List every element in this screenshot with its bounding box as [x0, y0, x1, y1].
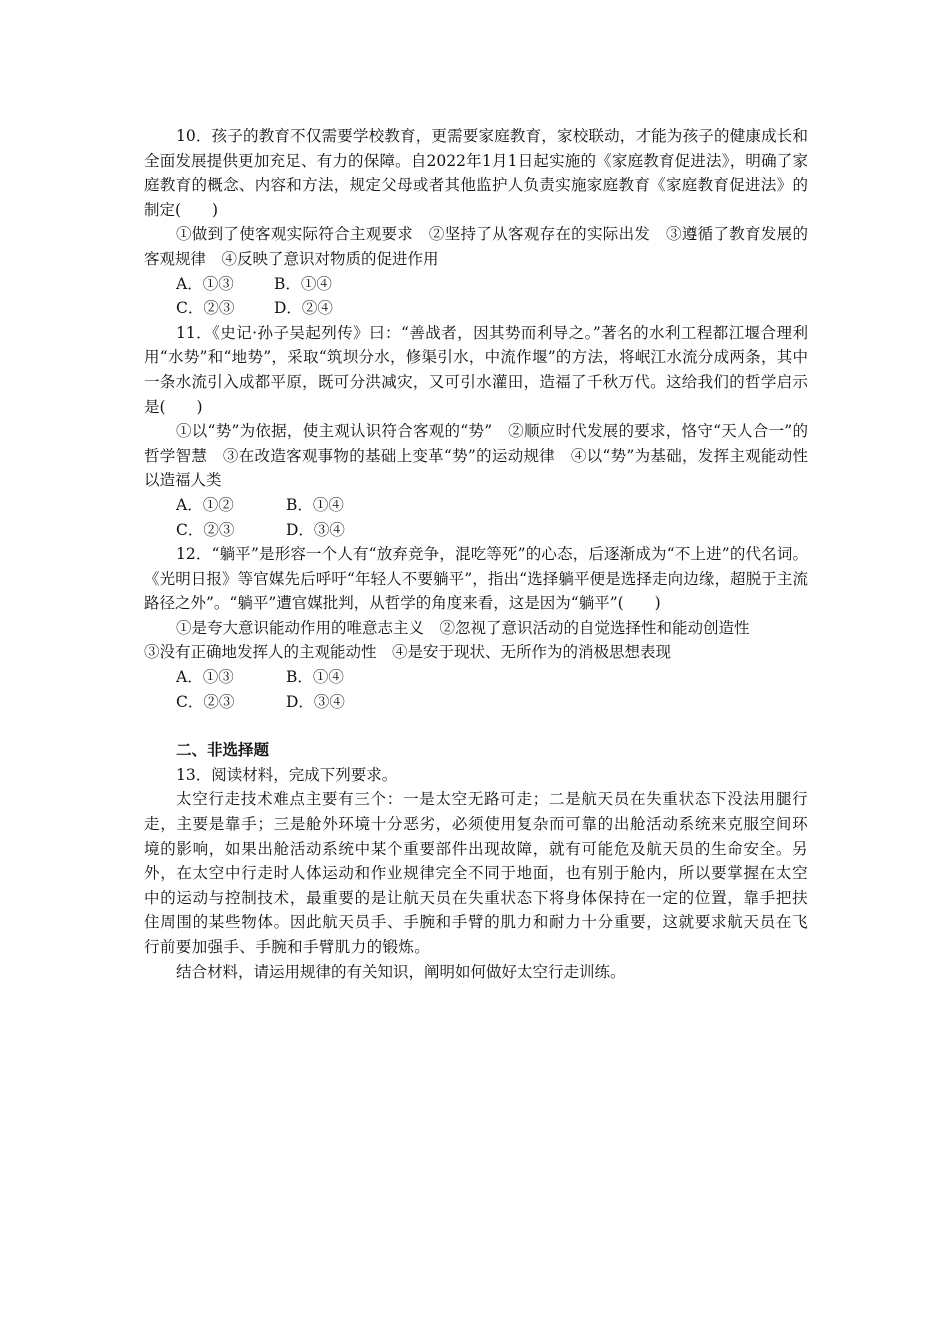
q11-stem: 11．《史记·孙子吴起列传》曰：“善战者，因其势而利导之。”著名的水利工程都江堰合理利用“水势”和“地势”，采取“筑坝分水，修渠引水，中流作堰”的方法，将岷江水流分成两条，其中一条水流引入成都平原，既可分洪减灾，又可引水灌田，造福了千秋万代。这给我们的哲学启示是( ) — [144, 323, 808, 416]
q12-option-b[interactable]: B．①④ — [286, 668, 344, 687]
q12-option-c[interactable]: C．②③ — [176, 692, 235, 711]
q11-option-c[interactable]: C．②③ — [176, 520, 235, 539]
q11-statements: ①以“势”为依据，使主观认识符合客观的“势” ②顺应时代发展的要求，恪守“天人合一”的哲学智慧 ③在改造客观事物的基础上变革“势”的运动规律 ④以“势”为基础，发挥主观能动性以造福人类 — [144, 422, 808, 490]
q12-options-row2 — [144, 690, 808, 715]
section-heading-non-choice: 二、非选择题 — [176, 740, 270, 760]
q10-option-c[interactable]: C．②③ — [176, 299, 235, 318]
q12-options-row1 — [144, 665, 808, 690]
q10-statements: ①做到了使客观实际符合主观要求 ②坚持了从客观存在的实际出发 ③遵循了教育发展的客观规律 ④反映了意识对物质的促进作用 — [144, 225, 808, 268]
q12-statements-line2: ③没有正确地发挥人的主观能动性 ④是安于现状、无所作为的消极思想表现 — [144, 643, 672, 662]
q13-intro: 13．阅读材料，完成下列要求。 — [176, 765, 398, 784]
q13-task: 结合材料，请运用规律的有关知识，阐明如何做好太空行走训练。 — [176, 962, 626, 981]
q10-option-a[interactable]: A．①③ — [176, 274, 234, 293]
q10-options-row1 — [144, 272, 808, 297]
q12-statements-line1: ①是夸大意识能动作用的唯意志主义 ②忽视了意识活动的自觉选择性和能动创造性 — [176, 618, 750, 637]
document-content — [144, 124, 808, 984]
q10-options-row2 — [144, 296, 808, 321]
q11-option-d[interactable]: D．③④ — [286, 520, 345, 539]
q12-option-a[interactable]: A．①③ — [176, 668, 234, 687]
q12-stem: 12．“躺平”是形容一个人有“放弃竞争，混吃等死”的心态，后逐渐成为“不上进”的代名词。《光明日报》等官媒先后呼吁“年轻人不要躺平”，指出“选择躺平便是选择走向边缘，超脱于主流路径之外”。“躺平”遭官媒批判，从哲学的角度来看，这是因为“躺平”( ) — [144, 545, 808, 613]
q11-option-b[interactable]: B．①④ — [286, 495, 344, 514]
q11-option-a[interactable]: A．①② — [176, 495, 234, 514]
q11-options-row2 — [144, 518, 808, 543]
q10-stem: 10．孩子的教育不仅需要学校教育，更需要家庭教育，家校联动，才能为孩子的健康成长和全面发展提供更加充足、有力的保障。自2022年1月1日起实施的《家庭教育促进法》，明确了家庭教育的概念、内容和方法，规定父母或者其他监护人负责实施家庭教育《家庭教育促进法》的制定( ) — [144, 127, 808, 219]
q12-option-d[interactable]: D．③④ — [286, 692, 345, 711]
q11-options-row1 — [144, 493, 808, 518]
q13-material: 太空行走技术难点主要有三个：一是太空无路可走；二是航天员在失重状态下没法用腿行走，主要是靠手；三是舱外环境十分恶劣，必须使用复杂而可靠的出舱活动系统来克服空间环境的影响，如果出舱活动系统中某个重要部件出现故障，就有可能危及航天员的生命安全。另外，在太空中行走时人体运动和作业规律完全不同于地面，也有别于舱内，所以要掌握在太空中的运动与控制技术，最重要的是让航天员在失重状态下将身体保持在一定的位置，靠手把扶住周围的某些物体。因此航天员手、手腕和手臂的肌力和耐力十分重要，这就要求航天员在飞行前要加强手、手腕和手臂肌力的锻炼。 — [144, 790, 808, 956]
q10-option-b[interactable]: B．①④ — [274, 274, 332, 293]
q10-option-d[interactable]: D．②④ — [274, 299, 333, 318]
